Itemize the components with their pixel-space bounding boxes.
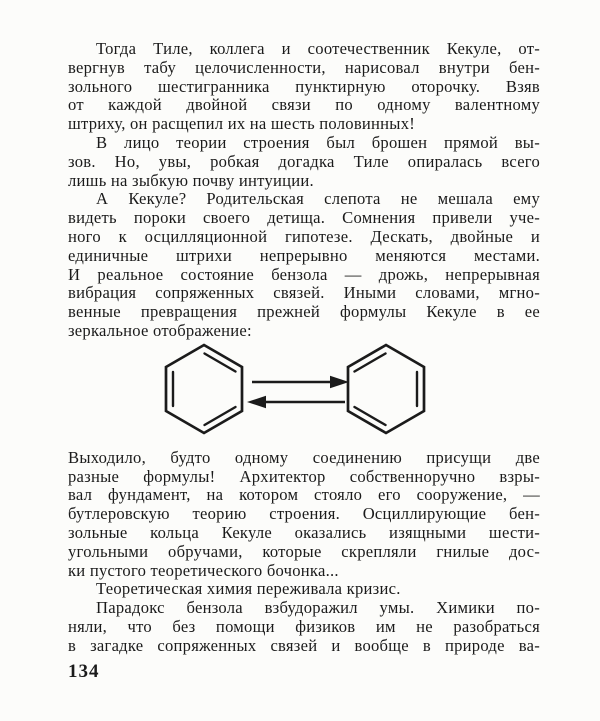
benzene-ring-right bbox=[348, 345, 424, 433]
text-line: зольного шестигранника пунктирную оторочку. Взяв bbox=[68, 76, 540, 96]
benzene-resonance-diagram bbox=[68, 343, 540, 439]
text-line: штриху, он расщепил их на шесть половинных! bbox=[68, 114, 416, 134]
text-line: в загадке сопряженных связей и вообще в природе ва- bbox=[68, 635, 540, 655]
text-line: единичные штрихи непрерывно меняются местами. bbox=[68, 245, 540, 265]
text-line: лишь на зыбкую почву интуиции. bbox=[68, 170, 314, 190]
paragraph bbox=[68, 40, 540, 134]
text-line: няли, что без помощи физиков им не разобраться bbox=[68, 616, 540, 636]
text-line: вал фундамент, на котором стояло его сооружение, — bbox=[68, 485, 540, 505]
page-number: 134 bbox=[68, 660, 100, 682]
text-line: бутлеровскую теорию строения. Осциллирующие бен- bbox=[68, 504, 540, 524]
text-line: ного к осцилляционной гипотезе. Дескать, двойные и bbox=[68, 226, 540, 246]
text-line: И реальное состояние бензола — дрожь, непрерывная bbox=[68, 264, 540, 284]
text-line: А Кекуле? Родительская слепота не мешала ему bbox=[96, 189, 540, 209]
text-line: В лицо теории строения был брошен прямой вы- bbox=[96, 132, 540, 152]
text-line: зольные кольца Кекуле оказались изящными шести- bbox=[68, 522, 540, 542]
arrow-right-icon bbox=[252, 376, 349, 388]
text-line: разные формулы! Архитектор собственноручно взры- bbox=[68, 466, 540, 486]
arrow-left-icon bbox=[247, 396, 345, 408]
paragraph bbox=[68, 580, 540, 599]
double-bond-right-nw bbox=[355, 353, 386, 371]
text-line: Выходило, будто одному соединению присущи две bbox=[68, 447, 540, 467]
body-text-after-figure bbox=[68, 449, 540, 656]
text-line: вергнув табу целочисленности, нарисовал внутри бен- bbox=[68, 57, 540, 77]
benzene-ring-left bbox=[166, 345, 242, 433]
text-line: зов. Но, увы, робкая догадка Тиле опиралась всего bbox=[68, 151, 540, 171]
text-line: угольными обручами, которые скрепляли гнилые дос- bbox=[68, 541, 540, 561]
text-line: Теоретическая химия переживала кризис. bbox=[96, 579, 401, 599]
equilibrium-arrows bbox=[247, 376, 349, 408]
paragraph bbox=[68, 190, 540, 340]
text-line: видеть пороки своего детища. Сомнения привели уче- bbox=[68, 208, 540, 228]
paragraph bbox=[68, 449, 540, 581]
paragraph bbox=[68, 599, 540, 655]
text-line: Тогда Тиле, коллега и соотечественник Кекуле, от- bbox=[96, 39, 540, 58]
double-bond-left-ne bbox=[205, 353, 236, 371]
body-text-before-figure bbox=[68, 40, 540, 341]
text-line: ки пустого теоретического бочонка... bbox=[68, 560, 339, 580]
text-line: от каждой двойной связи по одному валентному bbox=[68, 95, 540, 115]
hexagon-outline-left bbox=[166, 345, 242, 433]
paragraph bbox=[68, 134, 540, 190]
hexagon-outline-right bbox=[348, 345, 424, 433]
text-line: Парадокс бензола взбудоражил умы. Химики по- bbox=[96, 598, 540, 618]
text-line: вибрация сопряженных связей. Иными словами, мгно- bbox=[68, 283, 540, 303]
benzene-resonance-figure bbox=[68, 343, 540, 439]
text-line: зеркальное отображение: bbox=[68, 320, 252, 340]
text-line: венные превращения прежней формулы Кекуле в ее bbox=[68, 302, 540, 322]
